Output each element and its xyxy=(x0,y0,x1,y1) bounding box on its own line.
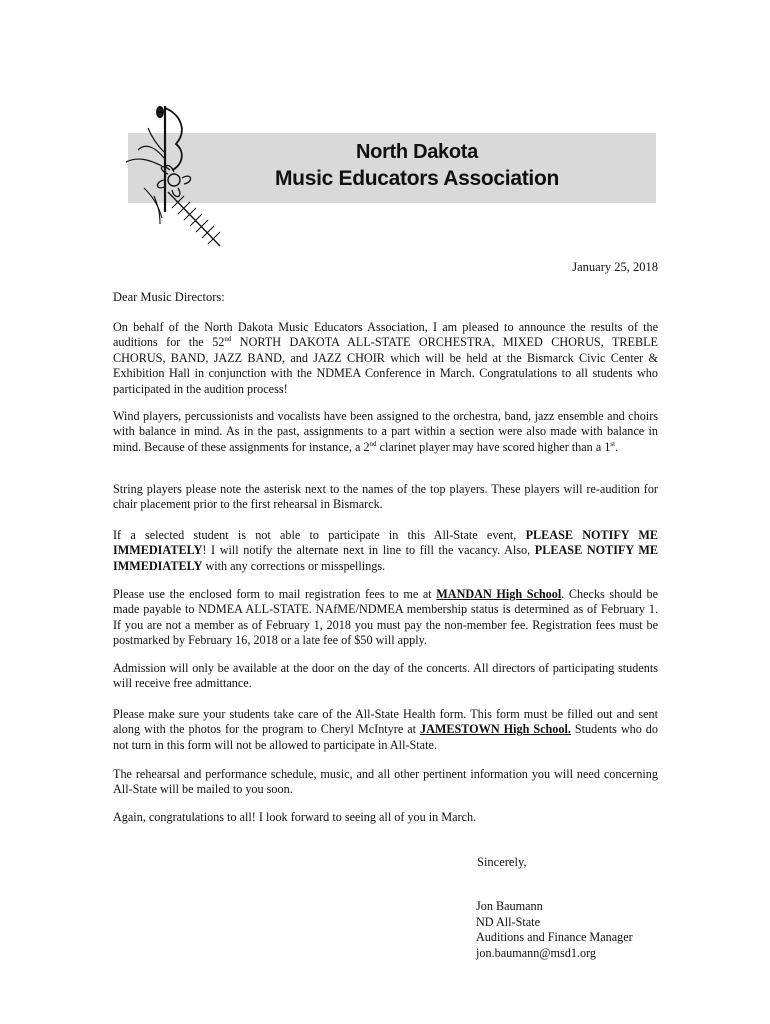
greeting: Dear Music Directors: xyxy=(113,290,225,304)
signature-name: Jon Baumann xyxy=(476,899,543,913)
paragraph-health-form: Please make sure your students take care of the All-State Health form. This form must be filled out and sent along with the photos for the program to Cheryl McIntyre at JAMESTOWN High School. Students who do not turn in this form will not be allowed to participate in All-State. xyxy=(113,707,658,752)
signature-email: jon.baumann@msd1.org xyxy=(476,945,597,960)
paragraph-notify: If a selected student is not able to participate in this All-State event, PLEASE NOTIFY ME IMMEDIATELY! I will notify the alternate next in line to fill the vacancy. Also, PLEASE NOTIFY ME IMMEDIATELY with any corrections or misspellings. xyxy=(113,528,658,573)
org-name-line2: Music Educators Association xyxy=(274,167,560,190)
signature-title-line2: Auditions and Finance Manager xyxy=(476,930,633,944)
signature-block xyxy=(476,899,633,961)
paragraph-congratulations: Again, congratulations to all! I look forward to seeing all of you in March. xyxy=(113,810,477,824)
signature-title-line1: ND All-State xyxy=(476,914,540,929)
letter-date: January 25, 2018 xyxy=(572,260,658,274)
org-name-line1: North Dakota xyxy=(356,141,478,163)
paragraph-announcement: On behalf of the North Dakota Music Educators Association, I am pleased to announce the results of the auditions for the 52nd NORTH DAKOTA ALL-STATE ORCHESTRA, MIXED CHORUS, TREBLE CHORUS, BAND, JAZZ BAND, and JAZZ CHOIR which will be held at the Bismarck Civic Center & Exhibition Hall in conjunction with the NDMEA Conference in March. Congratulations to all students who participated in the audition process! xyxy=(113,320,658,396)
paragraph-schedule: The rehearsal and performance schedule, music, and all other pertinent information you will need concerning All-State will be mailed to you soon. xyxy=(113,767,658,797)
letterhead xyxy=(118,100,658,252)
paragraph-registration-fees: Please use the enclosed form to mail registration fees to me at MANDAN High School. Checks should be made payable to NDMEA ALL-STATE. NAfME/NDMEA membership status is determined as of February 1. If you are not a member as of February 1, 2018 you must pay the non-member fee. Registration fees must be postmarked by February 16, 2018 or a late fee of $50 will apply. xyxy=(113,587,659,648)
paragraph-assignments: Wind players, percussionists and vocalists have been assigned to the orchestra, band, jazz ensemble and choirs with balance in mind. As in the past, assignments to a part within a section were also made with balance in mind. Because of these assignments for instance, a 2nd clarinet player may have scored higher than a 1st. xyxy=(113,409,658,454)
music-note-wheat-flower-icon xyxy=(118,100,238,252)
paragraph-admission: Admission will only be available at the door on the day of the concerts. All directors of participating students will receive free admittance. xyxy=(113,661,658,691)
closing: Sincerely, xyxy=(477,855,527,869)
paragraph-string-players: String players please note the asterisk next to the names of the top players. These players will re-audition for chair placement prior to the first rehearsal in Bismarck. xyxy=(113,482,658,512)
